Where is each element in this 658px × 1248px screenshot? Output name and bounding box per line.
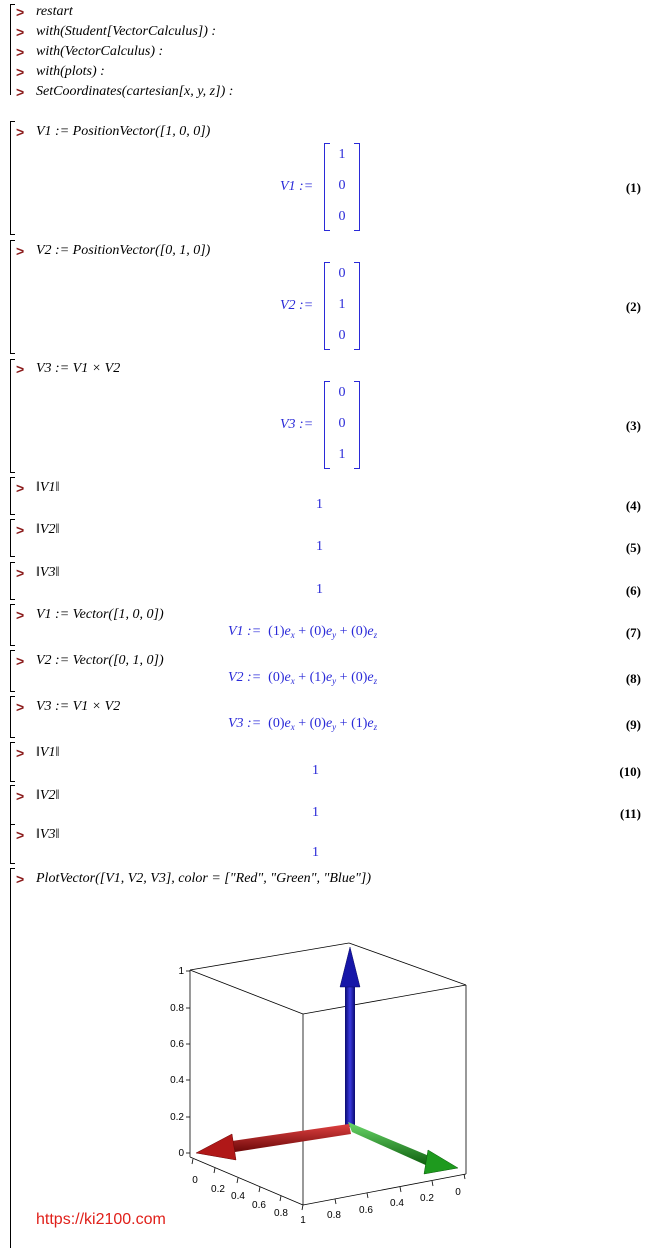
command-input[interactable]: ‖V2‖: [36, 788, 60, 803]
equation-label: (6): [625, 583, 641, 598]
prompt-marker: >: [16, 4, 25, 20]
prompt-marker: >: [16, 827, 25, 843]
equation-label: (8): [625, 671, 641, 686]
footer-watermark-link[interactable]: https://ki2100.com: [36, 1211, 166, 1228]
vector-v2-green: [348, 1122, 458, 1174]
y-axis-labels: [327, 1187, 461, 1221]
command-input[interactable]: ‖V3‖: [36, 827, 60, 842]
basis-vector-output: V3 := $(0)e_x + (0)e_y + (1)e_z$: [228, 716, 378, 732]
prompt-marker: >: [16, 871, 25, 887]
prompt-marker: >: [16, 124, 25, 140]
plot-box: [190, 943, 466, 1205]
y-tick-label: 0.2: [420, 1193, 434, 1204]
x-tick-label: 0.4: [231, 1191, 245, 1202]
prompt-marker: >: [16, 84, 25, 100]
output-value: 1: [316, 582, 323, 597]
equation-label: (7): [625, 625, 641, 640]
command-input[interactable]: V3 := V1 × V2: [36, 699, 121, 714]
output-lhs: V3 :=: [280, 417, 314, 432]
prompt-marker: >: [16, 243, 25, 259]
output-value: 1: [316, 497, 323, 512]
z-axis-ticks: [186, 971, 190, 1153]
command-with-student[interactable]: with(Student[VectorCalculus]) :: [36, 24, 217, 39]
command-input[interactable]: ‖V3‖: [36, 565, 60, 580]
prompt-marker: >: [16, 565, 25, 581]
command-input[interactable]: V3 := V1 × V2: [36, 361, 121, 376]
command-setcoordinates[interactable]: SetCoordinates(cartesian[x, y, z]) :: [36, 84, 234, 99]
equation-label: (11): [620, 806, 641, 821]
prompt-marker: >: [16, 699, 25, 715]
basis-vector-output: V2 := $(0)e_x + (1)e_y + (0)e_z$: [228, 670, 378, 686]
matrix-entry: 0: [338, 385, 346, 400]
output-lhs: V1 :=: [280, 179, 314, 194]
y-tick-label: 0.4: [390, 1198, 404, 1209]
matrix-entry: 0: [338, 209, 346, 224]
command-input[interactable]: V1 := PositionVector([1, 0, 0]): [36, 124, 211, 139]
command-input[interactable]: V2 := PositionVector([0, 1, 0]): [36, 243, 211, 258]
matrix-entry: 1: [338, 147, 346, 162]
prompt-marker: >: [16, 24, 25, 40]
output-value: 1: [312, 763, 319, 778]
x-axis-ticks: [192, 1159, 303, 1210]
matrix-entry: 1: [338, 297, 346, 312]
command-input[interactable]: ‖V2‖: [36, 522, 60, 537]
y-tick-label: 0: [455, 1187, 461, 1198]
prompt-marker: >: [16, 788, 25, 804]
command-input[interactable]: ‖V1‖: [36, 745, 60, 760]
equation-label: (10): [619, 764, 641, 779]
vector-v3-blue: [340, 947, 360, 1127]
x-axis-labels: [192, 1175, 306, 1226]
equation-label: (2): [625, 299, 641, 314]
matrix-entry: 0: [338, 416, 346, 431]
prompt-marker: >: [16, 653, 25, 669]
output-value: 1: [316, 539, 323, 554]
y-tick-label: 0.8: [327, 1210, 341, 1221]
equation-label: (4): [625, 498, 641, 513]
output-value: 1: [312, 845, 319, 860]
matrix-entry: 1: [338, 447, 346, 462]
equation-label: (9): [625, 717, 641, 732]
command-input[interactable]: V1 := Vector([1, 0, 0]): [36, 607, 164, 622]
x-tick-label: 0.6: [252, 1200, 266, 1211]
matrix-entry: 0: [338, 178, 346, 193]
matrix-entry: 0: [338, 266, 346, 281]
command-input[interactable]: V2 := Vector([0, 1, 0]): [36, 653, 164, 668]
x-tick-label: 1: [300, 1215, 306, 1226]
z-tick-label: 1: [178, 966, 184, 977]
x-tick-label: 0.8: [274, 1208, 288, 1219]
equation-label: (5): [625, 540, 641, 555]
matrix-entry: 0: [338, 328, 346, 343]
prompt-marker: >: [16, 607, 25, 623]
command-with-plots[interactable]: with(plots) :: [36, 64, 105, 79]
output-value: 1: [312, 805, 319, 820]
command-with-vectorcalculus[interactable]: with(VectorCalculus) :: [36, 44, 164, 59]
basis-vector-output: V1 := $(1)e_x + (0)e_y + (0)e_z$: [228, 624, 378, 640]
x-tick-label: 0: [192, 1175, 198, 1186]
z-tick-label: 0.4: [170, 1075, 184, 1086]
prompt-marker: >: [16, 361, 25, 377]
y-tick-label: 0.6: [359, 1205, 373, 1216]
z-tick-label: 0.6: [170, 1039, 184, 1050]
z-tick-label: 0.2: [170, 1112, 184, 1123]
z-axis-labels: [170, 966, 184, 1159]
z-tick-label: 0: [178, 1148, 184, 1159]
equation-label: (1): [625, 180, 641, 195]
prompt-marker: >: [16, 64, 25, 80]
prompt-marker: >: [16, 44, 25, 60]
output-lhs: V2 :=: [280, 298, 314, 313]
prompt-marker: >: [16, 522, 25, 538]
vector-v1-red: [196, 1124, 351, 1160]
command-input[interactable]: ‖V1‖: [36, 480, 60, 495]
equation-label: (3): [625, 418, 641, 433]
prompt-marker: >: [16, 745, 25, 761]
prompt-marker: >: [16, 480, 25, 496]
x-tick-label: 0.2: [211, 1184, 225, 1195]
command-restart[interactable]: restart: [36, 4, 73, 19]
z-tick-label: 0.8: [170, 1003, 184, 1014]
command-input[interactable]: PlotVector([V1, V2, V3], color = ["Red", "Green", "Blue"]): [36, 871, 372, 886]
